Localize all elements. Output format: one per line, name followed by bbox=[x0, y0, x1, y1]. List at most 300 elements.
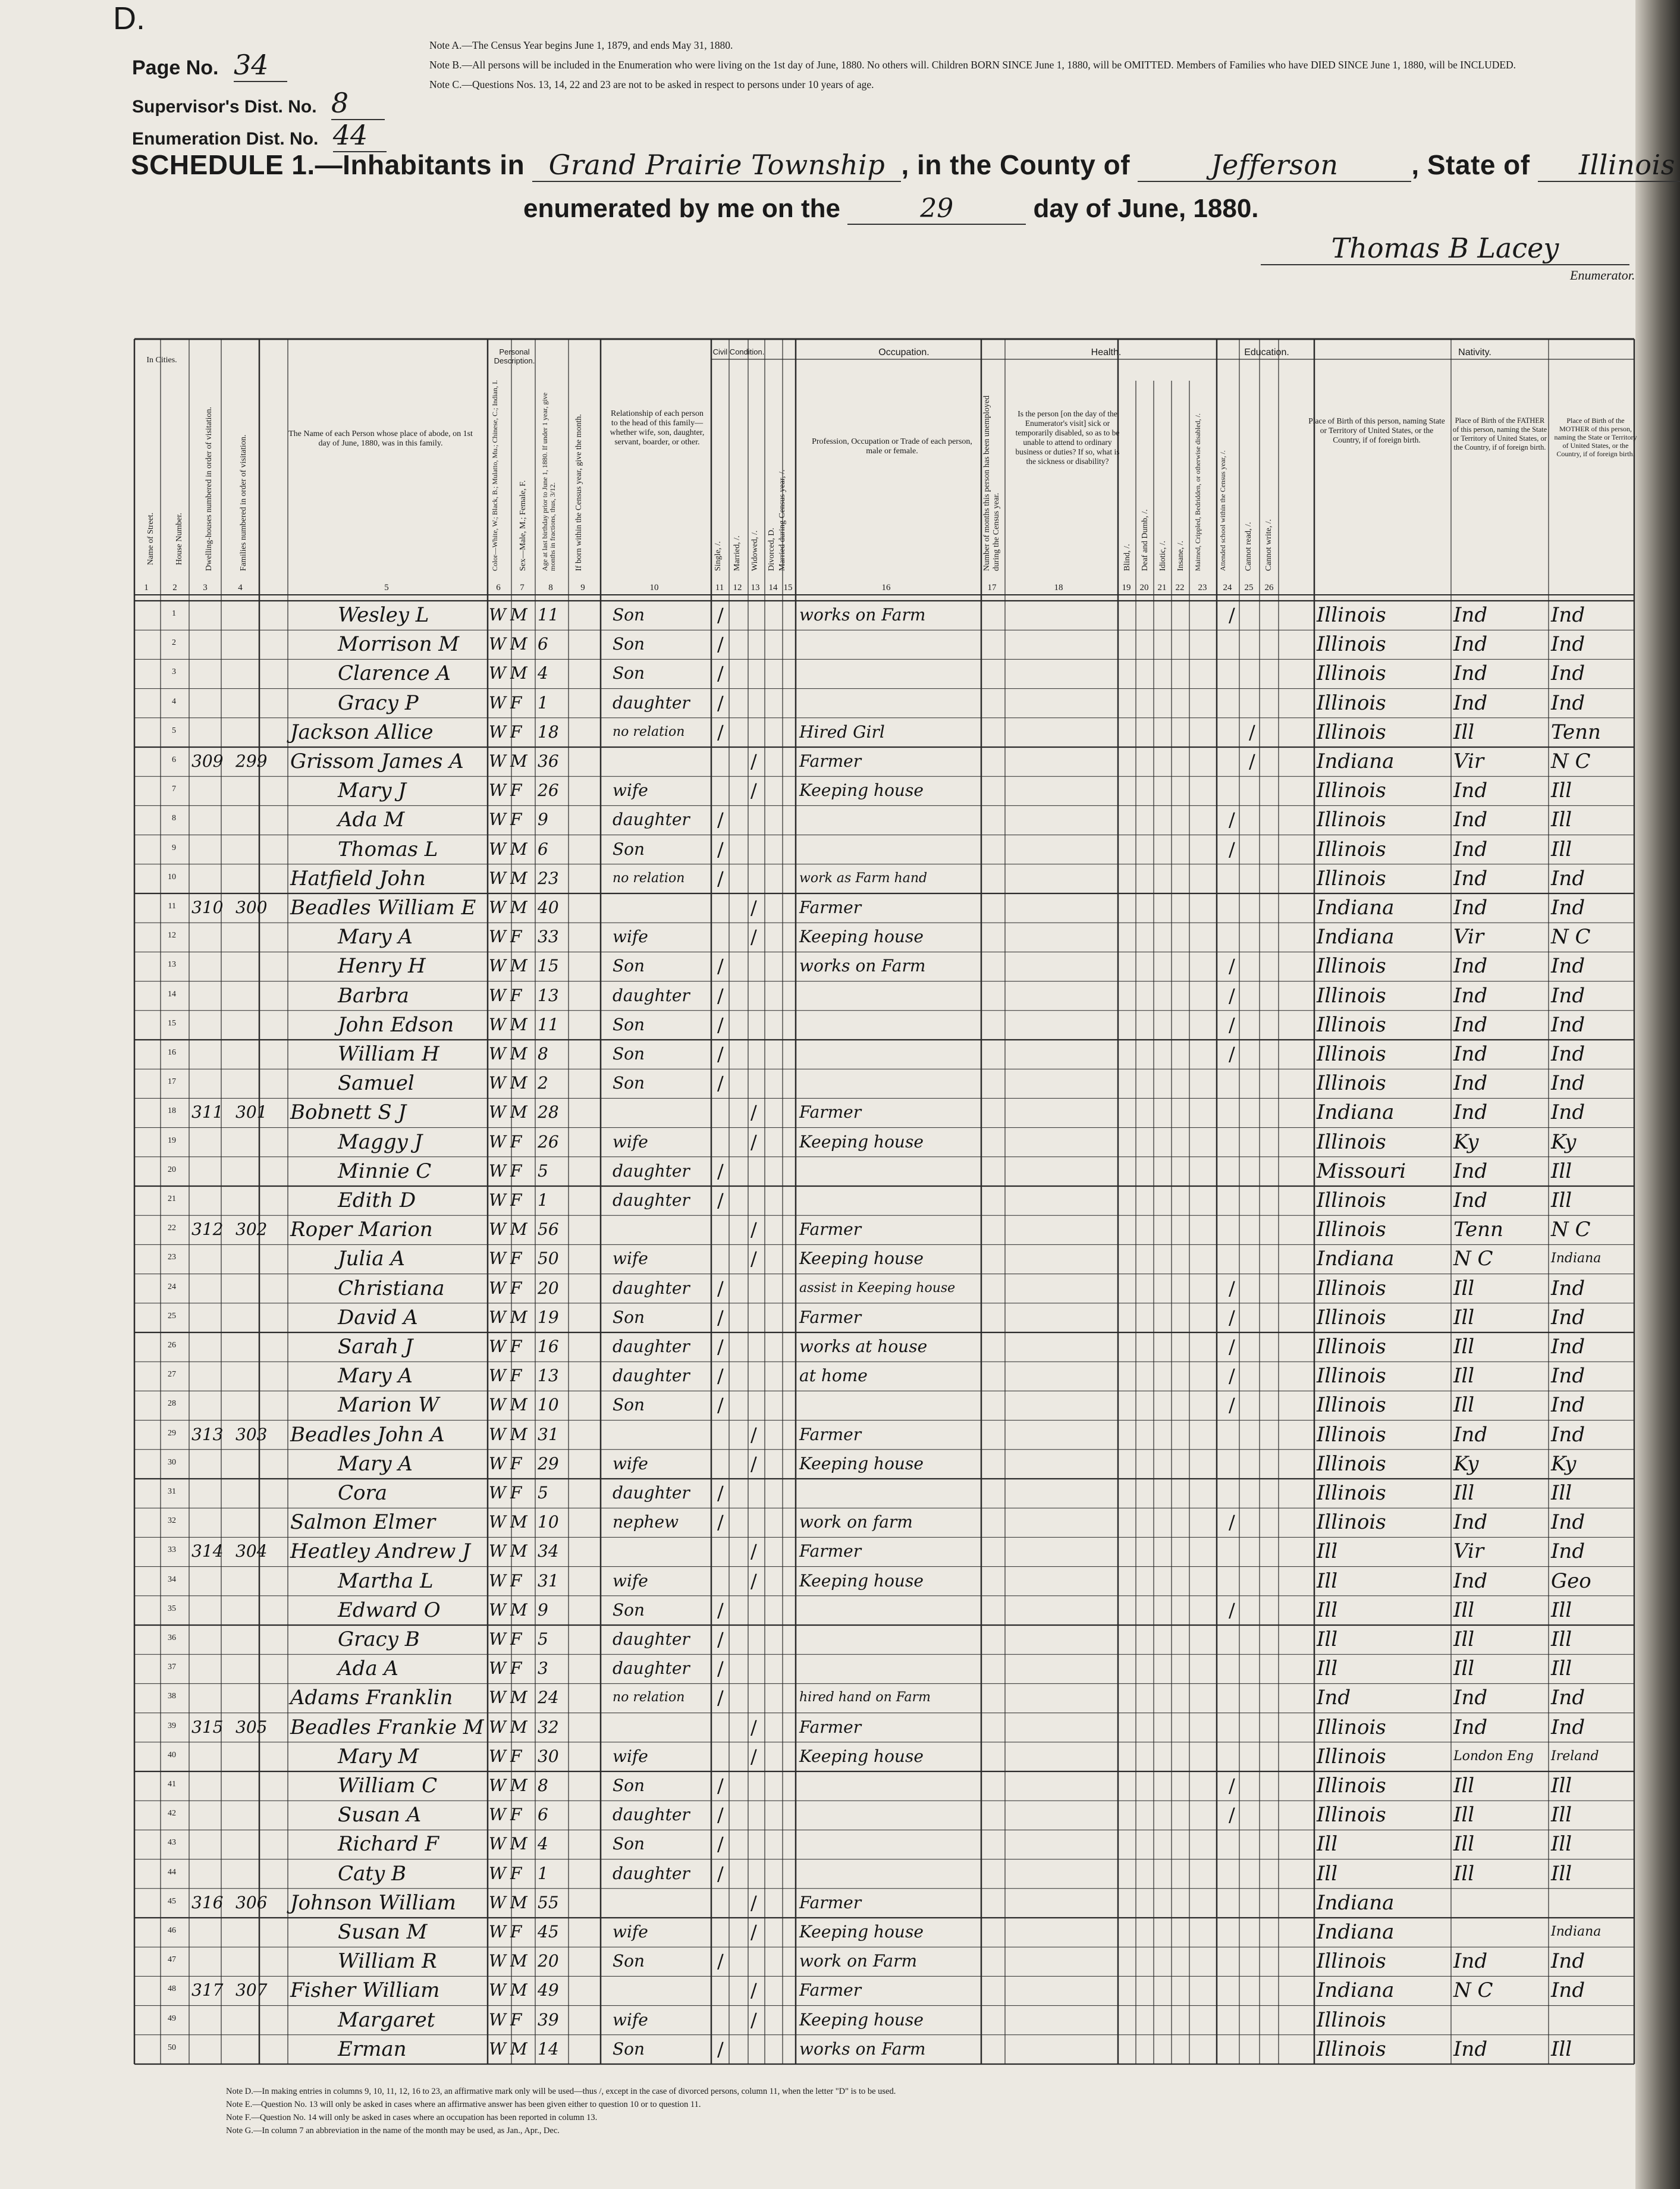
relationship: Son bbox=[613, 1014, 645, 1034]
row-number: 23 bbox=[168, 1253, 176, 1262]
person-age: 49 bbox=[538, 1980, 559, 2000]
birthplace-father: Ill bbox=[1453, 1364, 1475, 1388]
header-married: Married, /. bbox=[733, 535, 742, 571]
person-age: 50 bbox=[538, 1249, 559, 1269]
birthplace-person: Ill bbox=[1317, 1539, 1338, 1564]
family-number: 299 bbox=[235, 751, 268, 771]
column-number: 23 bbox=[1198, 583, 1207, 592]
person-name: Minnie C bbox=[338, 1159, 432, 1183]
occupation: works at house bbox=[799, 1337, 928, 1356]
header-single: Single, /. bbox=[714, 541, 723, 571]
birthplace-father: Ill bbox=[1453, 1481, 1475, 1505]
occupation: Farmer bbox=[799, 1717, 862, 1737]
header-birth-person: Place of Birth of this person, naming State or Territory of United States, or the Country, if of foreign birth. bbox=[1308, 416, 1445, 444]
header-deaf: Deaf and Dumb, /. bbox=[1141, 509, 1150, 571]
person-age: 11 bbox=[538, 1014, 559, 1034]
row-number: 40 bbox=[168, 1750, 176, 1760]
birthplace-mother: Ill bbox=[1551, 1188, 1572, 1212]
relationship: daughter bbox=[613, 1658, 690, 1679]
birthplace-father: Ind bbox=[1453, 1422, 1488, 1447]
relationship: daughter bbox=[613, 692, 690, 713]
column-number: 15 bbox=[783, 583, 793, 592]
enumeration-day-value: 29 bbox=[847, 193, 1026, 225]
birthplace-father: Ind bbox=[1453, 808, 1488, 832]
attended-school-mark: / bbox=[1229, 955, 1235, 978]
row-number: 12 bbox=[168, 931, 176, 940]
married-mark: / bbox=[750, 926, 757, 949]
dwelling-number: 315 bbox=[191, 1717, 224, 1737]
person-name: Beadles William E bbox=[290, 896, 476, 920]
occupation: Farmer bbox=[799, 1424, 862, 1444]
person-age: 40 bbox=[538, 898, 559, 917]
relationship: no relation bbox=[613, 724, 685, 739]
person-sex: F bbox=[510, 1453, 522, 1473]
relationship: Son bbox=[613, 1951, 645, 1971]
occupation: hired hand on Farm bbox=[799, 1690, 931, 1705]
dwelling-number: 311 bbox=[191, 1102, 224, 1122]
column-number: 14 bbox=[768, 583, 778, 592]
person-name: Mary A bbox=[338, 1364, 413, 1388]
relationship: wife bbox=[613, 1453, 648, 1473]
birthplace-mother: Ill bbox=[1551, 1481, 1572, 1505]
person-color: W bbox=[489, 810, 506, 830]
relationship: nephew bbox=[613, 1512, 679, 1532]
birthplace-person: Illinois bbox=[1317, 1305, 1386, 1329]
person-age: 31 bbox=[538, 1424, 559, 1444]
occupation: Farmer bbox=[799, 1892, 862, 1912]
birthplace-father: Ind bbox=[1453, 866, 1488, 890]
birthplace-person: Illinois bbox=[1317, 1276, 1386, 1300]
person-age: 30 bbox=[538, 1746, 559, 1766]
person-sex: M bbox=[510, 1395, 527, 1415]
birthplace-mother: Ireland bbox=[1551, 1748, 1599, 1764]
person-color: W bbox=[489, 634, 506, 654]
attended-school-mark: / bbox=[1229, 1306, 1235, 1329]
birthplace-person: Illinois bbox=[1317, 1744, 1386, 1768]
birthplace-mother: Ill bbox=[1551, 1803, 1572, 1827]
person-color: W bbox=[489, 1834, 506, 1854]
schedule-label: SCHEDULE 1.—Inhabitants in bbox=[131, 149, 525, 180]
person-age: 39 bbox=[538, 2009, 559, 2030]
birthplace-father: Ind bbox=[1453, 1686, 1488, 1710]
relationship: daughter bbox=[613, 1483, 690, 1503]
header-profession: Profession, Occupation or Trade of each person, male or female. bbox=[812, 437, 972, 456]
relationship: daughter bbox=[613, 810, 690, 830]
relationship: Son bbox=[613, 1600, 645, 1620]
person-color: W bbox=[489, 1337, 506, 1356]
person-age: 11 bbox=[538, 605, 559, 625]
person-name: Marion W bbox=[338, 1393, 439, 1417]
row-number: 3 bbox=[172, 667, 176, 677]
single-mark: / bbox=[717, 662, 724, 685]
row-number: 17 bbox=[168, 1077, 176, 1087]
person-sex: F bbox=[510, 1658, 522, 1679]
attended-school-mark: / bbox=[1229, 1774, 1235, 1797]
birthplace-person: Indiana bbox=[1317, 1920, 1395, 1944]
birthplace-father: N C bbox=[1453, 1978, 1493, 2003]
person-age: 5 bbox=[538, 1161, 548, 1181]
birthplace-person: Illinois bbox=[1317, 720, 1386, 744]
column-number: 6 bbox=[496, 583, 501, 592]
enumerator-label: Enumerator. bbox=[1570, 268, 1635, 283]
header-sex: Sex—Male, M.; Female, F. bbox=[519, 480, 527, 571]
birthplace-father: Ind bbox=[1453, 1071, 1488, 1096]
single-mark: / bbox=[717, 604, 724, 626]
birthplace-father: Ind bbox=[1453, 954, 1488, 979]
birthplace-person: Illinois bbox=[1317, 1335, 1386, 1359]
birthplace-person: Illinois bbox=[1317, 1949, 1386, 1974]
column-number: 5 bbox=[384, 583, 389, 592]
row-number: 45 bbox=[168, 1896, 176, 1906]
person-age: 5 bbox=[538, 1483, 548, 1503]
column-number: 26 bbox=[1264, 583, 1274, 592]
person-sex: F bbox=[510, 1131, 522, 1152]
column-number: 1 bbox=[144, 583, 149, 592]
single-mark: / bbox=[717, 1804, 724, 1827]
header-unemployed: Number of months this person has been unemployed during the Census year. bbox=[982, 395, 1001, 571]
row-number: 15 bbox=[168, 1018, 176, 1028]
row-number: 37 bbox=[168, 1663, 176, 1672]
supervisor-district-label: Supervisor's Dist. No. bbox=[132, 97, 317, 117]
birthplace-person: Illinois bbox=[1317, 603, 1386, 627]
person-name: Fisher William bbox=[290, 1978, 440, 2003]
page-number-label: Page No. bbox=[132, 57, 219, 79]
person-age: 26 bbox=[538, 1131, 559, 1152]
relationship: daughter bbox=[613, 1190, 690, 1210]
column-number: 24 bbox=[1223, 583, 1232, 592]
birthplace-person: Illinois bbox=[1317, 808, 1386, 832]
person-age: 13 bbox=[538, 1366, 559, 1386]
single-mark: / bbox=[717, 1774, 724, 1797]
birthplace-mother: Ind bbox=[1551, 1335, 1585, 1359]
birthplace-mother: Ind bbox=[1551, 1393, 1585, 1417]
person-color: W bbox=[489, 1131, 506, 1152]
state-value: Illinois bbox=[1538, 149, 1680, 182]
birthplace-person: Illinois bbox=[1317, 1510, 1386, 1535]
person-color: W bbox=[489, 2039, 506, 2059]
single-mark: / bbox=[717, 1159, 724, 1183]
person-age: 45 bbox=[538, 1922, 559, 1942]
column-number: 13 bbox=[750, 583, 760, 592]
person-name: Adams Franklin bbox=[290, 1686, 453, 1710]
person-age: 8 bbox=[538, 1044, 548, 1064]
single-mark: / bbox=[717, 1686, 724, 1710]
relationship: wife bbox=[613, 1922, 648, 1942]
occupation: works on Farm bbox=[799, 956, 926, 976]
occupation: Farmer bbox=[799, 1541, 862, 1561]
birthplace-father: Ind bbox=[1453, 983, 1488, 1008]
cannot-read-mark: / bbox=[1249, 720, 1255, 744]
birthplace-person: Illinois bbox=[1317, 1422, 1386, 1447]
row-number: 43 bbox=[168, 1838, 176, 1848]
person-color: W bbox=[489, 1570, 506, 1591]
row-number: 9 bbox=[172, 843, 176, 852]
person-sex: M bbox=[510, 1424, 527, 1444]
header-month-born: If born within the Census year, give the month. bbox=[574, 414, 583, 571]
note-c: Note C.—Questions Nos. 13, 14, 22 and 23 are not to be asked in respect to persons under 10 years of age. bbox=[429, 79, 874, 90]
person-sex: M bbox=[510, 1102, 527, 1122]
person-age: 34 bbox=[538, 1541, 559, 1561]
birthplace-mother: Ind bbox=[1551, 1100, 1585, 1125]
person-sex: M bbox=[510, 1600, 527, 1620]
birthplace-person: Illinois bbox=[1317, 691, 1386, 715]
birthplace-person: Illinois bbox=[1317, 1218, 1386, 1242]
person-sex: F bbox=[510, 722, 522, 742]
person-age: 23 bbox=[538, 868, 559, 888]
married-mark: / bbox=[750, 1423, 757, 1446]
person-age: 3 bbox=[538, 1658, 548, 1679]
person-name: Grissom James A bbox=[290, 749, 464, 773]
attended-school-mark: / bbox=[1229, 838, 1235, 861]
occupation: work on farm bbox=[799, 1512, 913, 1532]
row-number: 7 bbox=[172, 785, 176, 794]
birthplace-mother: Ind bbox=[1551, 1305, 1585, 1329]
page-number-value: 34 bbox=[234, 49, 287, 82]
married-mark: / bbox=[750, 1891, 757, 1914]
attended-school-mark: / bbox=[1229, 1804, 1235, 1827]
family-number: 303 bbox=[235, 1424, 268, 1444]
birthplace-person: Illinois bbox=[1317, 1481, 1386, 1505]
relationship: daughter bbox=[613, 1278, 690, 1298]
row-number: 31 bbox=[168, 1487, 176, 1496]
person-color: W bbox=[489, 780, 506, 801]
person-name: Hatfield John bbox=[290, 866, 426, 890]
header-widowed: Widowed, /. bbox=[750, 530, 759, 571]
birthplace-person: Ill bbox=[1317, 1861, 1338, 1886]
birthplace-father: Ind bbox=[1453, 896, 1488, 920]
attended-school-mark: / bbox=[1229, 1394, 1235, 1417]
row-number: 41 bbox=[168, 1780, 176, 1789]
relationship: Son bbox=[613, 1307, 645, 1327]
person-sex: M bbox=[510, 1512, 527, 1532]
person-age: 55 bbox=[538, 1892, 559, 1912]
person-age: 20 bbox=[538, 1951, 559, 1971]
birthplace-person: Illinois bbox=[1317, 1130, 1386, 1154]
attended-school-mark: / bbox=[1229, 1511, 1235, 1534]
supervisor-district-value: 8 bbox=[331, 87, 385, 120]
birthplace-person: Illinois bbox=[1317, 1393, 1386, 1417]
relationship: daughter bbox=[613, 1805, 690, 1825]
person-age: 4 bbox=[538, 663, 548, 683]
row-number: 18 bbox=[168, 1106, 176, 1116]
person-name: Mary A bbox=[338, 925, 413, 949]
birthplace-mother: Ill bbox=[1551, 1159, 1572, 1183]
occupation: Hired Girl bbox=[799, 722, 885, 742]
single-mark: / bbox=[717, 1365, 724, 1388]
married-mark: / bbox=[750, 1247, 757, 1271]
birthplace-father: Ill bbox=[1453, 1598, 1475, 1622]
person-age: 1 bbox=[538, 1190, 548, 1210]
attended-school-mark: / bbox=[1229, 604, 1235, 626]
header-family: Families numbered in order of visitation. bbox=[239, 434, 248, 571]
header-age: Age at last birthday prior to June 1, 1880. If under 1 year, give months in fractions, thus, 3/12. bbox=[541, 392, 557, 571]
single-mark: / bbox=[717, 1043, 724, 1065]
relationship: Son bbox=[613, 605, 645, 625]
birthplace-father: Ind bbox=[1453, 1159, 1488, 1183]
married-mark: / bbox=[750, 1540, 757, 1563]
person-name: Clarence A bbox=[338, 661, 451, 686]
person-color: W bbox=[489, 985, 506, 1005]
birthplace-person: Illinois bbox=[1317, 954, 1386, 979]
birthplace-father: Ind bbox=[1453, 603, 1488, 627]
person-age: 15 bbox=[538, 956, 559, 976]
person-sex: F bbox=[510, 1922, 522, 1942]
header-cannot-read: Cannot read, /. bbox=[1244, 522, 1253, 571]
column-number: 12 bbox=[733, 583, 742, 592]
birthplace-father: Ind bbox=[1453, 691, 1488, 715]
single-mark: / bbox=[717, 1482, 724, 1504]
birthplace-mother: Ind bbox=[1551, 1071, 1585, 1096]
birthplace-mother: Ind bbox=[1551, 1686, 1585, 1710]
person-sex: M bbox=[510, 1073, 527, 1093]
note-e: Note E.—Question No. 13 will only be asked in cases where an affirmative answer has been given either to question 10 or to question 11. bbox=[226, 2100, 701, 2109]
person-color: W bbox=[489, 1014, 506, 1034]
birthplace-mother: Ind bbox=[1551, 661, 1585, 686]
single-mark: / bbox=[717, 1394, 724, 1417]
birthplace-father: Ind bbox=[1453, 779, 1488, 803]
attended-school-mark: / bbox=[1229, 984, 1235, 1007]
birthplace-person: Illinois bbox=[1317, 1012, 1386, 1037]
person-color: W bbox=[489, 1863, 506, 1883]
relationship: Son bbox=[613, 1395, 645, 1415]
person-color: W bbox=[489, 1717, 506, 1737]
row-number: 28 bbox=[168, 1399, 176, 1409]
married-mark: / bbox=[750, 2008, 757, 2031]
row-number: 34 bbox=[168, 1575, 176, 1584]
person-name: Cora bbox=[338, 1481, 388, 1505]
married-mark: / bbox=[750, 896, 757, 919]
birthplace-person: Ind bbox=[1317, 1686, 1351, 1710]
birthplace-mother: Ill bbox=[1551, 779, 1572, 803]
header-in-cities: In Cities. bbox=[146, 356, 177, 365]
birthplace-mother: Ill bbox=[1551, 1774, 1572, 1798]
person-name: Salmon Elmer bbox=[290, 1510, 436, 1535]
family-number: 300 bbox=[235, 898, 268, 917]
header-sick: Is the person [on the day of the Enumerator's visit] sick or temporarily disabled, so as to be unable to attend to ordinary business or duties? If so, what is the sickness or disability? bbox=[1015, 409, 1120, 466]
header-group-personal: Personal Description. bbox=[494, 347, 535, 365]
single-mark: / bbox=[717, 691, 724, 714]
occupation: works on Farm bbox=[799, 605, 926, 625]
column-number: 9 bbox=[580, 583, 585, 592]
relationship: daughter bbox=[613, 1629, 690, 1649]
person-name: Mary A bbox=[338, 1451, 413, 1476]
person-color: W bbox=[489, 1161, 506, 1181]
person-sex: F bbox=[510, 1805, 522, 1825]
person-name: Beadles Frankie M bbox=[290, 1715, 484, 1739]
person-color: W bbox=[489, 1951, 506, 1971]
person-name: Roper Marion bbox=[290, 1218, 433, 1242]
person-age: 6 bbox=[538, 634, 548, 654]
county-label: , in the County of bbox=[901, 149, 1131, 180]
enumeration-day-label: day of June, 1880. bbox=[1033, 194, 1259, 223]
relationship: Son bbox=[613, 2039, 645, 2059]
row-number: 16 bbox=[168, 1048, 176, 1057]
birthplace-person: Illinois bbox=[1317, 1042, 1386, 1066]
birthplace-father: Ill bbox=[1453, 1335, 1475, 1359]
person-color: W bbox=[489, 1629, 506, 1649]
person-name: Richard F bbox=[338, 1832, 439, 1856]
column-number: 17 bbox=[987, 583, 997, 592]
single-mark: / bbox=[717, 808, 724, 832]
person-color: W bbox=[489, 1805, 506, 1825]
person-color: W bbox=[489, 1688, 506, 1708]
person-color: W bbox=[489, 1483, 506, 1503]
person-sex: F bbox=[510, 1366, 522, 1386]
occupation: at home bbox=[799, 1366, 868, 1386]
column-number: 10 bbox=[649, 583, 659, 592]
person-name: Susan A bbox=[338, 1803, 422, 1827]
person-name: Bobnett S J bbox=[290, 1100, 407, 1125]
person-sex: M bbox=[510, 1717, 527, 1737]
dwelling-number: 309 bbox=[191, 751, 224, 771]
header-school: Attended school within the Census year, /. bbox=[1219, 450, 1227, 571]
birthplace-mother: Ind bbox=[1551, 983, 1585, 1008]
header-dwelling: Dwelling-houses numbered in order of visitation. bbox=[205, 406, 213, 571]
birthplace-father: Ind bbox=[1453, 1188, 1488, 1212]
person-color: W bbox=[489, 1249, 506, 1269]
row-number: 19 bbox=[168, 1136, 176, 1145]
birthplace-mother: Geo bbox=[1551, 1569, 1591, 1593]
single-mark: / bbox=[717, 1277, 724, 1300]
birthplace-person: Indiana bbox=[1317, 1890, 1395, 1915]
birthplace-father: Ill bbox=[1453, 720, 1475, 744]
person-name: Barbra bbox=[338, 983, 409, 1008]
person-age: 14 bbox=[538, 2039, 559, 2059]
attended-school-mark: / bbox=[1229, 1013, 1235, 1036]
person-sex: F bbox=[510, 927, 522, 947]
birthplace-mother: Ind bbox=[1551, 1539, 1585, 1564]
cannot-read-mark: / bbox=[1249, 750, 1255, 773]
corner-letter: D. bbox=[113, 1, 145, 36]
birthplace-mother: Ind bbox=[1551, 1978, 1585, 2003]
person-color: W bbox=[489, 1073, 506, 1093]
column-number: 21 bbox=[1157, 583, 1167, 592]
relationship: daughter bbox=[613, 985, 690, 1005]
person-name: Beadles John A bbox=[290, 1422, 445, 1447]
column-number: 22 bbox=[1175, 583, 1185, 592]
column-number: 19 bbox=[1122, 583, 1131, 592]
person-age: 33 bbox=[538, 927, 559, 947]
birthplace-person: Ill bbox=[1317, 1627, 1338, 1651]
person-sex: M bbox=[510, 839, 527, 859]
birthplace-father: Ky bbox=[1453, 1451, 1479, 1476]
row-number: 33 bbox=[168, 1545, 176, 1555]
person-age: 6 bbox=[538, 839, 548, 859]
person-age: 16 bbox=[538, 1337, 559, 1356]
person-sex: M bbox=[510, 634, 527, 654]
row-number: 35 bbox=[168, 1604, 176, 1613]
person-name: Edward O bbox=[338, 1598, 441, 1622]
person-name: Gracy B bbox=[338, 1627, 420, 1651]
married-mark: / bbox=[750, 1921, 757, 1943]
birthplace-person: Ill bbox=[1317, 1832, 1338, 1856]
row-number: 44 bbox=[168, 1867, 176, 1877]
person-age: 31 bbox=[538, 1570, 559, 1591]
relationship: wife bbox=[613, 1131, 648, 1152]
birthplace-mother: Ind bbox=[1551, 632, 1585, 657]
person-age: 19 bbox=[538, 1307, 559, 1327]
column-number: 16 bbox=[881, 583, 891, 592]
person-sex: M bbox=[510, 1541, 527, 1561]
relationship: Son bbox=[613, 1776, 645, 1795]
header-name: The Name of each Person whose place of abode, on 1st day of June, 1880, was in this family. bbox=[288, 429, 473, 448]
birthplace-person: Indiana bbox=[1317, 1247, 1395, 1271]
person-age: 32 bbox=[538, 1717, 559, 1737]
birthplace-mother: Ind bbox=[1551, 1715, 1585, 1739]
married-mark: / bbox=[750, 1716, 757, 1739]
person-color: W bbox=[489, 839, 506, 859]
birthplace-father: Ind bbox=[1453, 1949, 1488, 1974]
